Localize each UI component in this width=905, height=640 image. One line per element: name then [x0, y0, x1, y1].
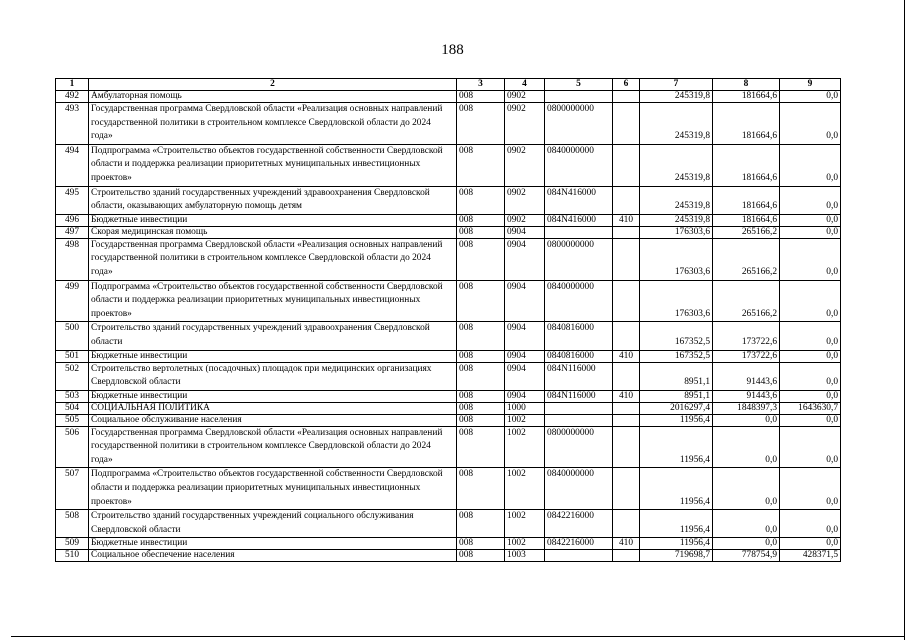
- code-cell: 084N116000: [545, 390, 613, 402]
- code-cell: 0904: [505, 226, 545, 238]
- code-cell: 0904: [505, 350, 545, 362]
- table-row: [56, 91, 841, 103]
- table-row: [56, 362, 841, 390]
- table-row: [56, 538, 841, 550]
- column-header: 3: [457, 79, 505, 91]
- code-cell: [613, 426, 640, 468]
- amount-cell: 167352,5: [640, 322, 713, 350]
- row-number: 496: [56, 214, 89, 226]
- table-row: [56, 186, 841, 214]
- table-body: [56, 91, 841, 562]
- item-name: Бюджетные инвестиции: [89, 214, 457, 226]
- item-name: Скорая медицинская помощь: [89, 226, 457, 238]
- amount-cell: 428371,5: [780, 550, 841, 562]
- amount-cell: 173722,6: [713, 322, 780, 350]
- column-header: 6: [613, 79, 640, 91]
- amount-cell: 0,0: [780, 186, 841, 214]
- code-cell: 008: [457, 468, 505, 510]
- amount-cell: 2016297,4: [640, 402, 713, 414]
- code-cell: 008: [457, 91, 505, 103]
- code-cell: [613, 510, 640, 538]
- code-cell: 410: [613, 350, 640, 362]
- code-cell: 0800000000: [545, 238, 613, 280]
- item-name: Государственная программа Свердловской области «Реализация основных направлений государственной политики в строительном комплексе Свердловской области до 2024 года»: [89, 103, 457, 145]
- code-cell: 008: [457, 322, 505, 350]
- code-cell: 0842216000: [545, 538, 613, 550]
- code-cell: 0904: [505, 362, 545, 390]
- column-header: 8: [713, 79, 780, 91]
- code-cell: [545, 402, 613, 414]
- item-name: Бюджетные инвестиции: [89, 390, 457, 402]
- amount-cell: 0,0: [780, 322, 841, 350]
- amount-cell: 0,0: [713, 538, 780, 550]
- code-cell: [545, 226, 613, 238]
- code-cell: 084N416000: [545, 186, 613, 214]
- item-name: Подпрограмма «Строительство объектов государственной собственности Свердловской области и поддержка реализации приоритетных муниципальных инвестиционных проектов»: [89, 280, 457, 322]
- amount-cell: 0,0: [780, 468, 841, 510]
- code-cell: 1002: [505, 510, 545, 538]
- amount-cell: 265166,2: [713, 226, 780, 238]
- item-name: Социальное обслуживание населения: [89, 414, 457, 426]
- table-row: [56, 238, 841, 280]
- row-number: 498: [56, 238, 89, 280]
- amount-cell: 0,0: [713, 510, 780, 538]
- code-cell: [613, 414, 640, 426]
- row-number: 506: [56, 426, 89, 468]
- amount-cell: 11956,4: [640, 414, 713, 426]
- code-cell: 0840816000: [545, 322, 613, 350]
- item-name: Государственная программа Свердловской области «Реализация основных направлений государственной политики в строительном комплексе Свердловской области до 2024 года»: [89, 238, 457, 280]
- table-row: [56, 426, 841, 468]
- table-row: [56, 226, 841, 238]
- amount-cell: 778754,9: [713, 550, 780, 562]
- row-number: 507: [56, 468, 89, 510]
- code-cell: [613, 362, 640, 390]
- table-row: [56, 103, 841, 145]
- table-row: [56, 402, 841, 414]
- amount-cell: 0,0: [780, 390, 841, 402]
- column-header: 1: [56, 79, 89, 91]
- row-number: 497: [56, 226, 89, 238]
- amount-cell: 0,0: [780, 426, 841, 468]
- table-row: [56, 322, 841, 350]
- code-cell: [613, 402, 640, 414]
- amount-cell: 176303,6: [640, 280, 713, 322]
- item-name: Строительство зданий государственных учреждений здравоохранения Свердловской области: [89, 322, 457, 350]
- code-cell: [613, 550, 640, 562]
- row-number: 500: [56, 322, 89, 350]
- code-cell: 0902: [505, 91, 545, 103]
- code-cell: 008: [457, 414, 505, 426]
- amount-cell: 1643630,7: [780, 402, 841, 414]
- column-header: 4: [505, 79, 545, 91]
- amount-cell: 8951,1: [640, 362, 713, 390]
- item-name: Бюджетные инвестиции: [89, 350, 457, 362]
- column-header: 5: [545, 79, 613, 91]
- row-number: 505: [56, 414, 89, 426]
- code-cell: 0840816000: [545, 350, 613, 362]
- table-row: [56, 350, 841, 362]
- row-number: 503: [56, 390, 89, 402]
- amount-cell: 0,0: [713, 414, 780, 426]
- code-cell: 008: [457, 214, 505, 226]
- table-row: [56, 468, 841, 510]
- item-name: Подпрограмма «Строительство объектов государственной собственности Свердловской области и поддержка реализации приоритетных муниципальных инвестиционных проектов»: [89, 144, 457, 186]
- row-number: 494: [56, 144, 89, 186]
- amount-cell: 0,0: [780, 510, 841, 538]
- item-name: СОЦИАЛЬНАЯ ПОЛИТИКА: [89, 402, 457, 414]
- amount-cell: 181664,6: [713, 144, 780, 186]
- code-cell: [613, 238, 640, 280]
- item-name: Государственная программа Свердловской области «Реализация основных направлений государственной политики в строительном комплексе Свердловской области до 2024 года»: [89, 426, 457, 468]
- item-name: Социальное обеспечение населения: [89, 550, 457, 562]
- scan-edge-bottom: [11, 636, 905, 637]
- code-cell: [613, 103, 640, 145]
- header-row: [56, 79, 841, 91]
- code-cell: [613, 468, 640, 510]
- code-cell: 410: [613, 390, 640, 402]
- code-cell: 008: [457, 390, 505, 402]
- amount-cell: 181664,6: [713, 103, 780, 145]
- code-cell: 008: [457, 280, 505, 322]
- code-cell: 1002: [505, 468, 545, 510]
- column-header: 9: [780, 79, 841, 91]
- amount-cell: 0,0: [780, 414, 841, 426]
- amount-cell: 0,0: [713, 426, 780, 468]
- code-cell: 410: [613, 538, 640, 550]
- code-cell: [613, 144, 640, 186]
- item-name: Строительство вертолетных (посадочных) площадок при медицинских организациях Свердловской области: [89, 362, 457, 390]
- code-cell: 0904: [505, 390, 545, 402]
- amount-cell: 0,0: [780, 226, 841, 238]
- code-cell: 0904: [505, 322, 545, 350]
- item-name: Бюджетные инвестиции: [89, 538, 457, 550]
- amount-cell: 265166,2: [713, 238, 780, 280]
- code-cell: 0800000000: [545, 426, 613, 468]
- amount-cell: 265166,2: [713, 280, 780, 322]
- code-cell: 008: [457, 103, 505, 145]
- amount-cell: 245319,8: [640, 91, 713, 103]
- code-cell: [545, 91, 613, 103]
- amount-cell: 0,0: [780, 362, 841, 390]
- code-cell: 0840000000: [545, 468, 613, 510]
- code-cell: 008: [457, 226, 505, 238]
- code-cell: 1000: [505, 402, 545, 414]
- item-name: Амбулаторная помощь: [89, 91, 457, 103]
- amount-cell: 11956,4: [640, 510, 713, 538]
- amount-cell: 8951,1: [640, 390, 713, 402]
- code-cell: 0842216000: [545, 510, 613, 538]
- code-cell: 0800000000: [545, 103, 613, 145]
- budget-table: [55, 78, 841, 562]
- table-row: [56, 390, 841, 402]
- amount-cell: 0,0: [713, 468, 780, 510]
- row-number: 508: [56, 510, 89, 538]
- amount-cell: 719698,7: [640, 550, 713, 562]
- amount-cell: 181664,6: [713, 214, 780, 226]
- table-row: [56, 144, 841, 186]
- code-cell: 0902: [505, 214, 545, 226]
- amount-cell: 245319,8: [640, 186, 713, 214]
- amount-cell: 0,0: [780, 280, 841, 322]
- code-cell: [613, 322, 640, 350]
- amount-cell: 11956,4: [640, 426, 713, 468]
- amount-cell: 0,0: [780, 238, 841, 280]
- amount-cell: 176303,6: [640, 238, 713, 280]
- code-cell: 0840000000: [545, 280, 613, 322]
- item-name: Строительство зданий государственных учреждений социального обслуживания Свердловской области: [89, 510, 457, 538]
- row-number: 504: [56, 402, 89, 414]
- code-cell: [613, 226, 640, 238]
- code-cell: 0902: [505, 103, 545, 145]
- amount-cell: 1848397,3: [713, 402, 780, 414]
- column-header: 7: [640, 79, 713, 91]
- code-cell: 0902: [505, 186, 545, 214]
- amount-cell: 181664,6: [713, 91, 780, 103]
- amount-cell: 0,0: [780, 350, 841, 362]
- code-cell: 008: [457, 238, 505, 280]
- item-name: Строительство зданий государственных учреждений здравоохранения Свердловской области, оказывающих амбулаторную помощь детям: [89, 186, 457, 214]
- code-cell: 410: [613, 214, 640, 226]
- row-number: 495: [56, 186, 89, 214]
- amount-cell: 11956,4: [640, 538, 713, 550]
- amount-cell: 0,0: [780, 214, 841, 226]
- code-cell: 008: [457, 144, 505, 186]
- amount-cell: 0,0: [780, 538, 841, 550]
- code-cell: 008: [457, 186, 505, 214]
- row-number: 492: [56, 91, 89, 103]
- table-row: [56, 414, 841, 426]
- amount-cell: 11956,4: [640, 468, 713, 510]
- code-cell: 008: [457, 510, 505, 538]
- amount-cell: 245319,8: [640, 103, 713, 145]
- item-name: Подпрограмма «Строительство объектов государственной собственности Свердловской области и поддержка реализации приоритетных муниципальных инвестиционных проектов»: [89, 468, 457, 510]
- code-cell: [613, 186, 640, 214]
- row-number: 501: [56, 350, 89, 362]
- row-number: 510: [56, 550, 89, 562]
- amount-cell: 167352,5: [640, 350, 713, 362]
- table-row: [56, 214, 841, 226]
- code-cell: 008: [457, 350, 505, 362]
- code-cell: 0840000000: [545, 144, 613, 186]
- code-cell: 0904: [505, 280, 545, 322]
- amount-cell: 176303,6: [640, 226, 713, 238]
- column-header: 2: [89, 79, 457, 91]
- code-cell: 1002: [505, 426, 545, 468]
- code-cell: 008: [457, 550, 505, 562]
- code-cell: 008: [457, 538, 505, 550]
- code-cell: 0904: [505, 238, 545, 280]
- code-cell: 1002: [505, 538, 545, 550]
- table-row: [56, 510, 841, 538]
- code-cell: [545, 414, 613, 426]
- code-cell: [545, 550, 613, 562]
- code-cell: 1002: [505, 414, 545, 426]
- code-cell: 0902: [505, 144, 545, 186]
- code-cell: 008: [457, 426, 505, 468]
- row-number: 499: [56, 280, 89, 322]
- row-number: 502: [56, 362, 89, 390]
- code-cell: 084N416000: [545, 214, 613, 226]
- code-cell: [613, 91, 640, 103]
- code-cell: 008: [457, 362, 505, 390]
- row-number: 493: [56, 103, 89, 145]
- amount-cell: 91443,6: [713, 362, 780, 390]
- amount-cell: 245319,8: [640, 144, 713, 186]
- amount-cell: 245319,8: [640, 214, 713, 226]
- table-row: [56, 550, 841, 562]
- amount-cell: 0,0: [780, 144, 841, 186]
- page-number: 188: [441, 42, 464, 58]
- row-number: 509: [56, 538, 89, 550]
- code-cell: 008: [457, 402, 505, 414]
- code-cell: 1003: [505, 550, 545, 562]
- amount-cell: 91443,6: [713, 390, 780, 402]
- table-row: [56, 280, 841, 322]
- code-cell: [613, 280, 640, 322]
- code-cell: 084N116000: [545, 362, 613, 390]
- amount-cell: 0,0: [780, 91, 841, 103]
- amount-cell: 0,0: [780, 103, 841, 145]
- amount-cell: 173722,6: [713, 350, 780, 362]
- amount-cell: 181664,6: [713, 186, 780, 214]
